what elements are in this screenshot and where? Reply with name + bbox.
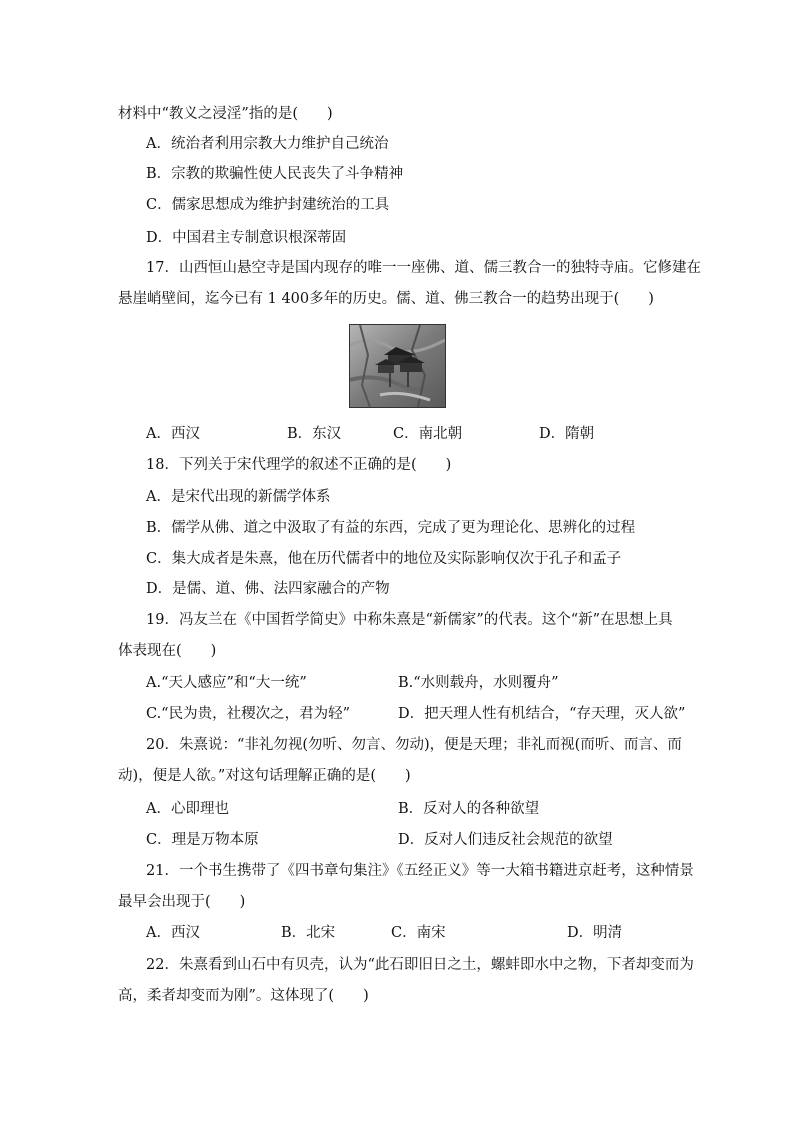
q17-option-c: C．南北朝 xyxy=(393,426,463,442)
q16-stem: 材料中“教义之浸淫”指的是( ) xyxy=(118,106,333,122)
q22-stem-line1: 22．朱熹看到山石中有贝壳，认为“此石即旧日之土，螺蚌即水中之物，下者却变而为 xyxy=(146,957,694,973)
q18-option-a: A．是宋代出现的新儒学体系 xyxy=(146,489,331,505)
q18-stem: 18．下列关于宋代理学的叙述不正确的是( ) xyxy=(146,457,452,473)
q20-option-b: B．反对人的各种欲望 xyxy=(398,801,540,817)
q18-option-b: B．儒学从佛、道之中汲取了有益的东西，完成了更为理论化、思辨化的过程 xyxy=(146,520,636,536)
q21-option-d: D．明清 xyxy=(567,925,623,941)
q17-stem-line1: 17．山西恒山悬空寺是国内现存的唯一一座佛、道、儒三教合一的独特寺庙。它修建在 xyxy=(146,260,701,276)
q20-option-c: C．理是万物本原 xyxy=(146,832,259,848)
hanging-temple-illustration xyxy=(350,325,445,407)
q19-option-a: A.“天人感应”和“大一统” xyxy=(146,675,307,691)
q18-option-c: C．集大成者是朱熹，他在历代儒者中的地位及实际影响仅次于孔子和孟子 xyxy=(146,551,622,567)
q20-stem-line2: 动)，便是人欲。”对这句话理解正确的是( ) xyxy=(118,768,411,784)
q19-option-d: D．把天理人性有机结合，“存天理，灭人欲” xyxy=(398,706,686,722)
q20-stem-line1: 20．朱熹说：“非礼勿视(勿听、勿言、勿动)，便是天理；非礼而视(而听、而言、而 xyxy=(146,737,682,753)
q21-stem-line2: 最早会出现于( ) xyxy=(118,894,246,910)
q19-stem-line1: 19．冯友兰在《中国哲学简史》中称朱熹是“新儒家”的代表。这个“新”在思想上具 xyxy=(146,612,673,628)
q21-option-b: B．北宋 xyxy=(281,925,336,941)
q20-option-d: D．反对人们违反社会规范的欲望 xyxy=(398,832,613,848)
q18-option-d: D．是儒、道、佛、法四家融合的产物 xyxy=(146,581,390,597)
q17-option-b: B．东汉 xyxy=(287,426,342,442)
q17-stem-line2: 悬崖峭壁间，迄今已有 1 400多年的历史。儒、道、佛三教合一的趋势出现于( ) xyxy=(118,291,654,307)
q17-option-a: A．西汉 xyxy=(146,426,200,442)
q16-option-c: C．儒家思想成为维护封建统治的工具 xyxy=(146,197,390,213)
q19-option-c: C.“民为贵，社稷次之，君为轻” xyxy=(146,706,351,722)
q16-option-d: D．中国君主专制意识根深蒂固 xyxy=(146,230,347,246)
q21-option-a: A．西汉 xyxy=(146,925,200,941)
q19-option-b: B.“水则载舟，水则覆舟” xyxy=(398,675,559,691)
q16-option-b: B．宗教的欺骗性使人民丧失了斗争精神 xyxy=(146,166,404,182)
hanging-temple-photo xyxy=(349,324,446,408)
q21-option-c: C．南宋 xyxy=(391,925,446,941)
q19-stem-line2: 体表现在( ) xyxy=(118,643,217,659)
q16-option-a: A．统治者利用宗教大力维护自己统治 xyxy=(146,136,389,152)
q21-stem-line1: 21．一个书生携带了《四书章句集注》《五经正义》等一大箱书籍进京赶考，这种情景 xyxy=(146,863,694,879)
q20-option-a: A．心即理也 xyxy=(146,801,229,817)
q22-stem-line2: 高，柔者却变而为刚”。这体现了( ) xyxy=(118,988,369,1004)
q17-option-d: D．隋朝 xyxy=(539,426,595,442)
